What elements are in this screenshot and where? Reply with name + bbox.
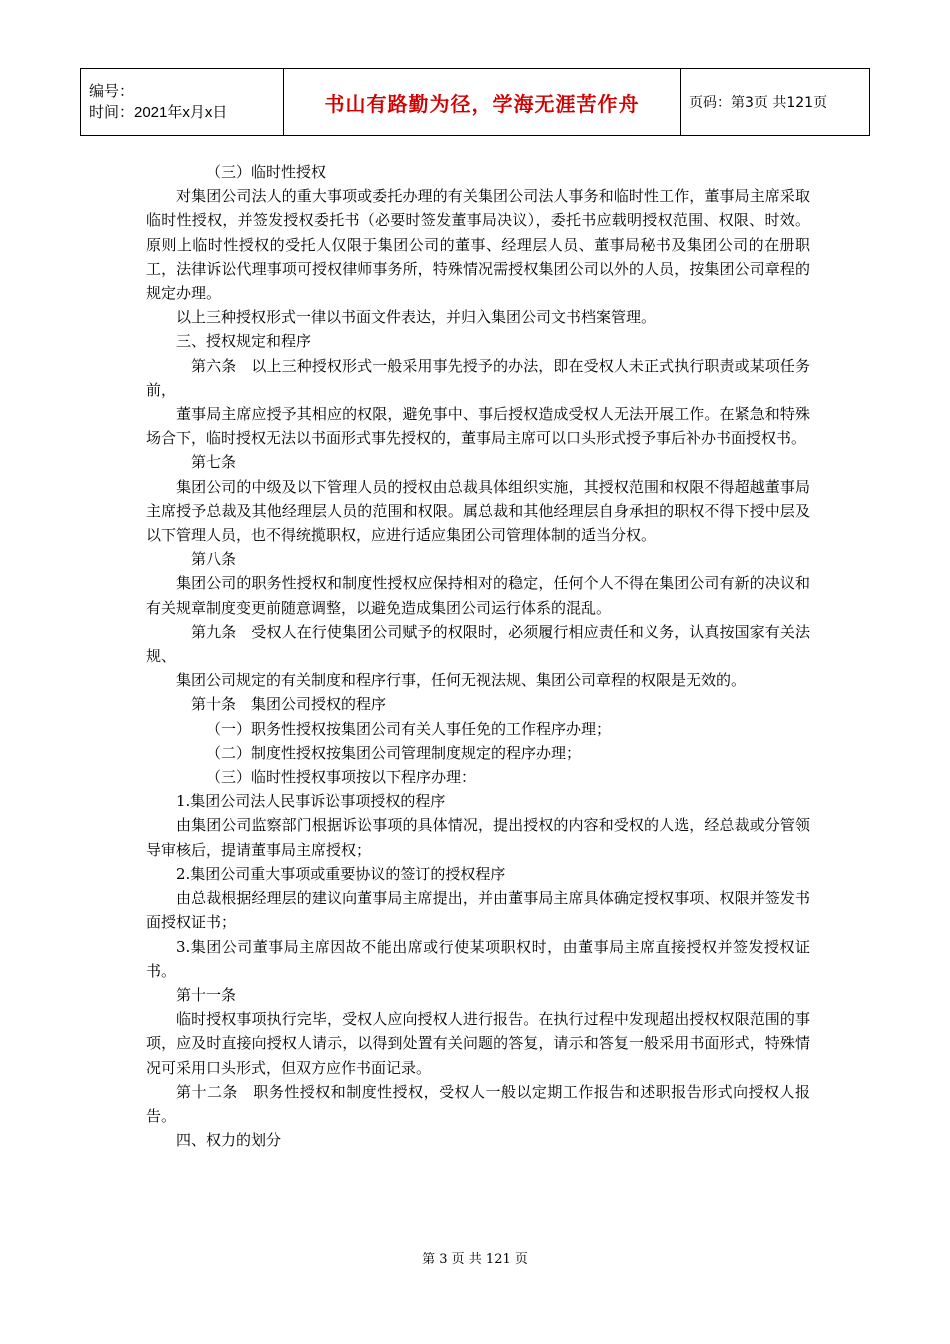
paragraph: 第六条 以上三种授权形式一般采用事先授予的办法，即在受权人未正式执行职责或某项任务前， xyxy=(146,356,810,399)
paragraph: 以上三种授权形式一律以书面文件表达，并归入集团公司文书档案管理。 xyxy=(176,308,657,327)
paragraph: 集团公司的中级及以下管理人员的授权由总裁具体组织实施，其授权范围和权限不得超越董事局主席授予总裁及其他经理层人员的范围和权限。属总裁和其他经理层自身承担的职权不得下授中层及以下管理人员，也不得统揽职权，应进行适应集团公司管理体制的适当分权。 xyxy=(146,477,810,545)
document-body xyxy=(146,160,810,1152)
paragraph: 第九条 受权人在行使集团公司赋予的权限时，必须履行相应责任和义务，认真按国家有关法规、 xyxy=(146,622,810,666)
paragraph: 集团公司的职务性授权和制度性授权应保持相对的稳定，任何个人不得在集团公司有新的决议和有关规章制度变更前随意调整，以避免造成集团公司运行体系的混乱。 xyxy=(146,574,810,617)
paragraph: 第十一条 xyxy=(176,985,237,1004)
header-page-info: 页码：第3页 共121页 xyxy=(681,69,870,136)
paragraph: 第八条 xyxy=(191,550,237,569)
header-meta xyxy=(81,69,284,136)
paragraph: 四、权力的划分 xyxy=(176,1131,282,1150)
paragraph: 第十条 集团公司授权的程序 xyxy=(191,695,387,714)
header-date: 时间：2021年x月x日 xyxy=(89,104,228,121)
paragraph: （三）临时性授权 xyxy=(206,163,327,181)
paragraph: （一）职务性授权按集团公司有关人事任免的工作程序办理； xyxy=(206,719,612,738)
paragraph: 第七条 xyxy=(191,453,237,472)
paragraph: 由集团公司监察部门根据诉讼事项的具体情况，提出授权的内容和受权的人选，经总裁或分管领导审核后，提请董事局主席授权； xyxy=(146,816,810,859)
paragraph: 3.集团公司董事局主席因故不能出席或行使某项职权时，由董事局主席直接授权并签发授权证书。 xyxy=(146,937,810,980)
paragraph: （三）临时性授权事项按以下程序办理： xyxy=(206,768,477,787)
paragraph: 第十二条 职务性授权和制度性授权，受权人一般以定期工作报告和述职报告形式向授权人报告。 xyxy=(146,1082,810,1125)
header-motto: 书山有路勤为径，学海无涯苦作舟 xyxy=(284,69,681,136)
paragraph: 2.集团公司重大事项或重要协议的签订的授权程序 xyxy=(176,864,506,883)
paragraph: 集团公司规定的有关制度和程序行事，任何无视法规、集团公司章程的权限是无效的。 xyxy=(176,671,747,690)
header-number: 编号： xyxy=(89,83,135,100)
paragraph: （二）制度性授权按集团公司管理制度规定的程序办理； xyxy=(206,743,582,762)
paragraph: 临时授权事项执行完毕，受权人应向授权人进行报告。在执行过程中发现超出授权权限范围的事项，应及时直接向授权人请示，以得到处置有关问题的答复，请示和答复一般采用书面形式，特殊情况可采用口头形式，但双方应作书面记录。 xyxy=(146,1010,810,1077)
paragraph: 1.集团公司法人民事诉讼事项授权的程序 xyxy=(176,792,446,811)
page-footer: 第 3 页 共 121 页 xyxy=(422,1252,528,1267)
paragraph: 由总裁根据经理层的建议向董事局主席提出，并由董事局主席具体确定授权事项、权限并签发书面授权证书； xyxy=(146,889,810,932)
paragraph: 董事局主席应授予其相应的权限，避免事中、事后授权造成受权人无法开展工作。在紧急和特殊场合下，临时授权无法以书面形式事先授权的，董事局主席可以口头形式授予事后补办书面授权书。 xyxy=(146,405,810,448)
paragraph: 三、授权规定和程序 xyxy=(176,332,312,351)
paragraph: 对集团公司法人的重大事项或委托办理的有关集团公司法人事务和临时性工作，董事局主席采取临时性授权，并签发授权委托书（必要时签发董事局决议），委托书应载明授权范围、权限、时效。原则上临时性授权的受托人仅限于集团公司的董事、经理层人员、董事局秘书及集团公司的在册职工，法律诉讼代理事项可授权律师事务所，特殊情况需授权集团公司以外的人员，按集团公司章程的规定办理。 xyxy=(146,187,810,303)
page-header xyxy=(80,68,870,136)
